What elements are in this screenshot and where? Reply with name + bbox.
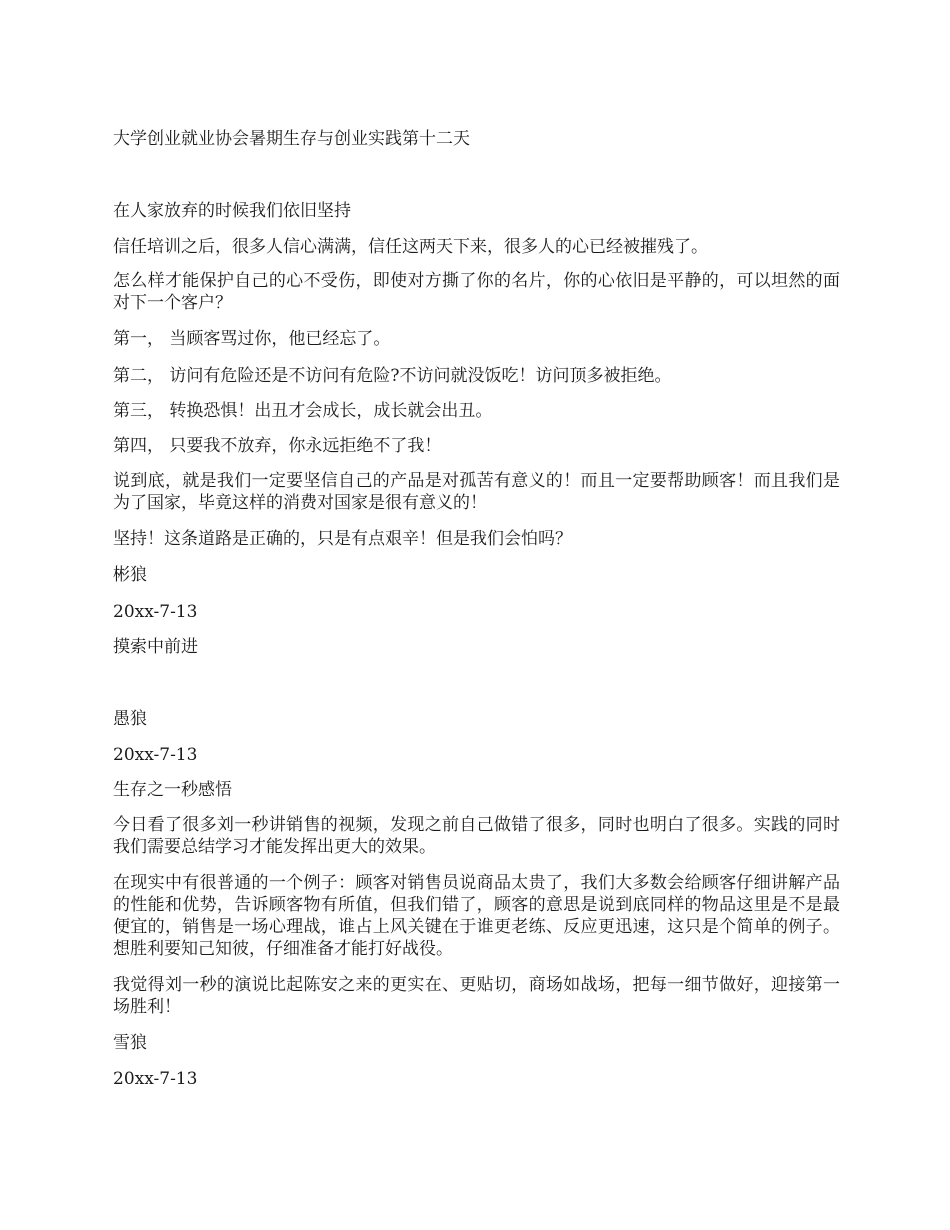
paragraph: 在现实中有很普通的一个例子：顾客对销售员说商品太贵了，我们大多数会给顾客仔细讲解产品的性能和优势，告诉顾客物有所值，但我们错了，顾客的意思是说到底同样的物品这里是不是最便宜的，销售是一场心理战，谁占上风关键在于谁更老练、反应更迅速，这只是个简单的例子。想胜利要知己知彼，仔细准备才能打好战役。 <box>113 873 840 959</box>
list-item: 第三， 转换恐惧！出丑才会成长，成长就会出丑。 <box>113 401 493 421</box>
list-item: 第二， 访问有危险还是不访问有危险?不访问就没饭吃！访问顶多被拒绝。 <box>113 366 672 386</box>
document-title: 大学创业就业协会暑期生存与创业实践第十二天 <box>113 129 470 149</box>
paragraph: 信任培训之后，很多人信心满满，信任这两天下来，很多人的心已经被摧残了。 <box>113 237 708 257</box>
paragraph: 坚持！这条道路是正确的，只是有点艰辛！但是我们会怕吗？ <box>113 529 572 549</box>
section-heading: 生存之一秒感悟 <box>113 780 232 800</box>
list-item: 第四， 只要我不放弃，你永远拒绝不了我！ <box>113 436 442 456</box>
paragraph: 怎么样才能保护自己的心不受伤，即使对方撕了你的名片，你的心依旧是平静的，可以坦然的面对下一个客户？ <box>113 271 840 313</box>
section-heading: 在人家放弃的时候我们依旧坚持 <box>113 201 351 221</box>
date-line: 20xx-7-13 <box>113 1069 198 1089</box>
author-signature: 彬狼 <box>113 565 147 585</box>
author-signature: 雪狼 <box>113 1033 147 1053</box>
date-line: 20xx-7-13 <box>113 602 198 622</box>
date-line: 20xx-7-13 <box>113 745 198 765</box>
paragraph: 今日看了很多刘一秒讲销售的视频，发现之前自己做错了很多，同时也明白了很多。实践的同时我们需要总结学习才能发挥出更大的效果。 <box>113 815 840 857</box>
paragraph: 说到底，就是我们一定要坚信自己的产品是对孤苦有意义的！而且一定要帮助顾客！而且我们是为了国家，毕竟这样的消费对国家是很有意义的！ <box>113 471 840 513</box>
list-item: 第一， 当顾客骂过你，他已经忘了。 <box>113 329 391 349</box>
author-signature: 愚狼 <box>113 709 147 729</box>
paragraph: 我觉得刘一秒的演说比起陈安之来的更实在、更贴切，商场如战场，把每一细节做好，迎接第一场胜利！ <box>113 975 840 1017</box>
section-heading: 摸索中前进 <box>113 637 198 657</box>
